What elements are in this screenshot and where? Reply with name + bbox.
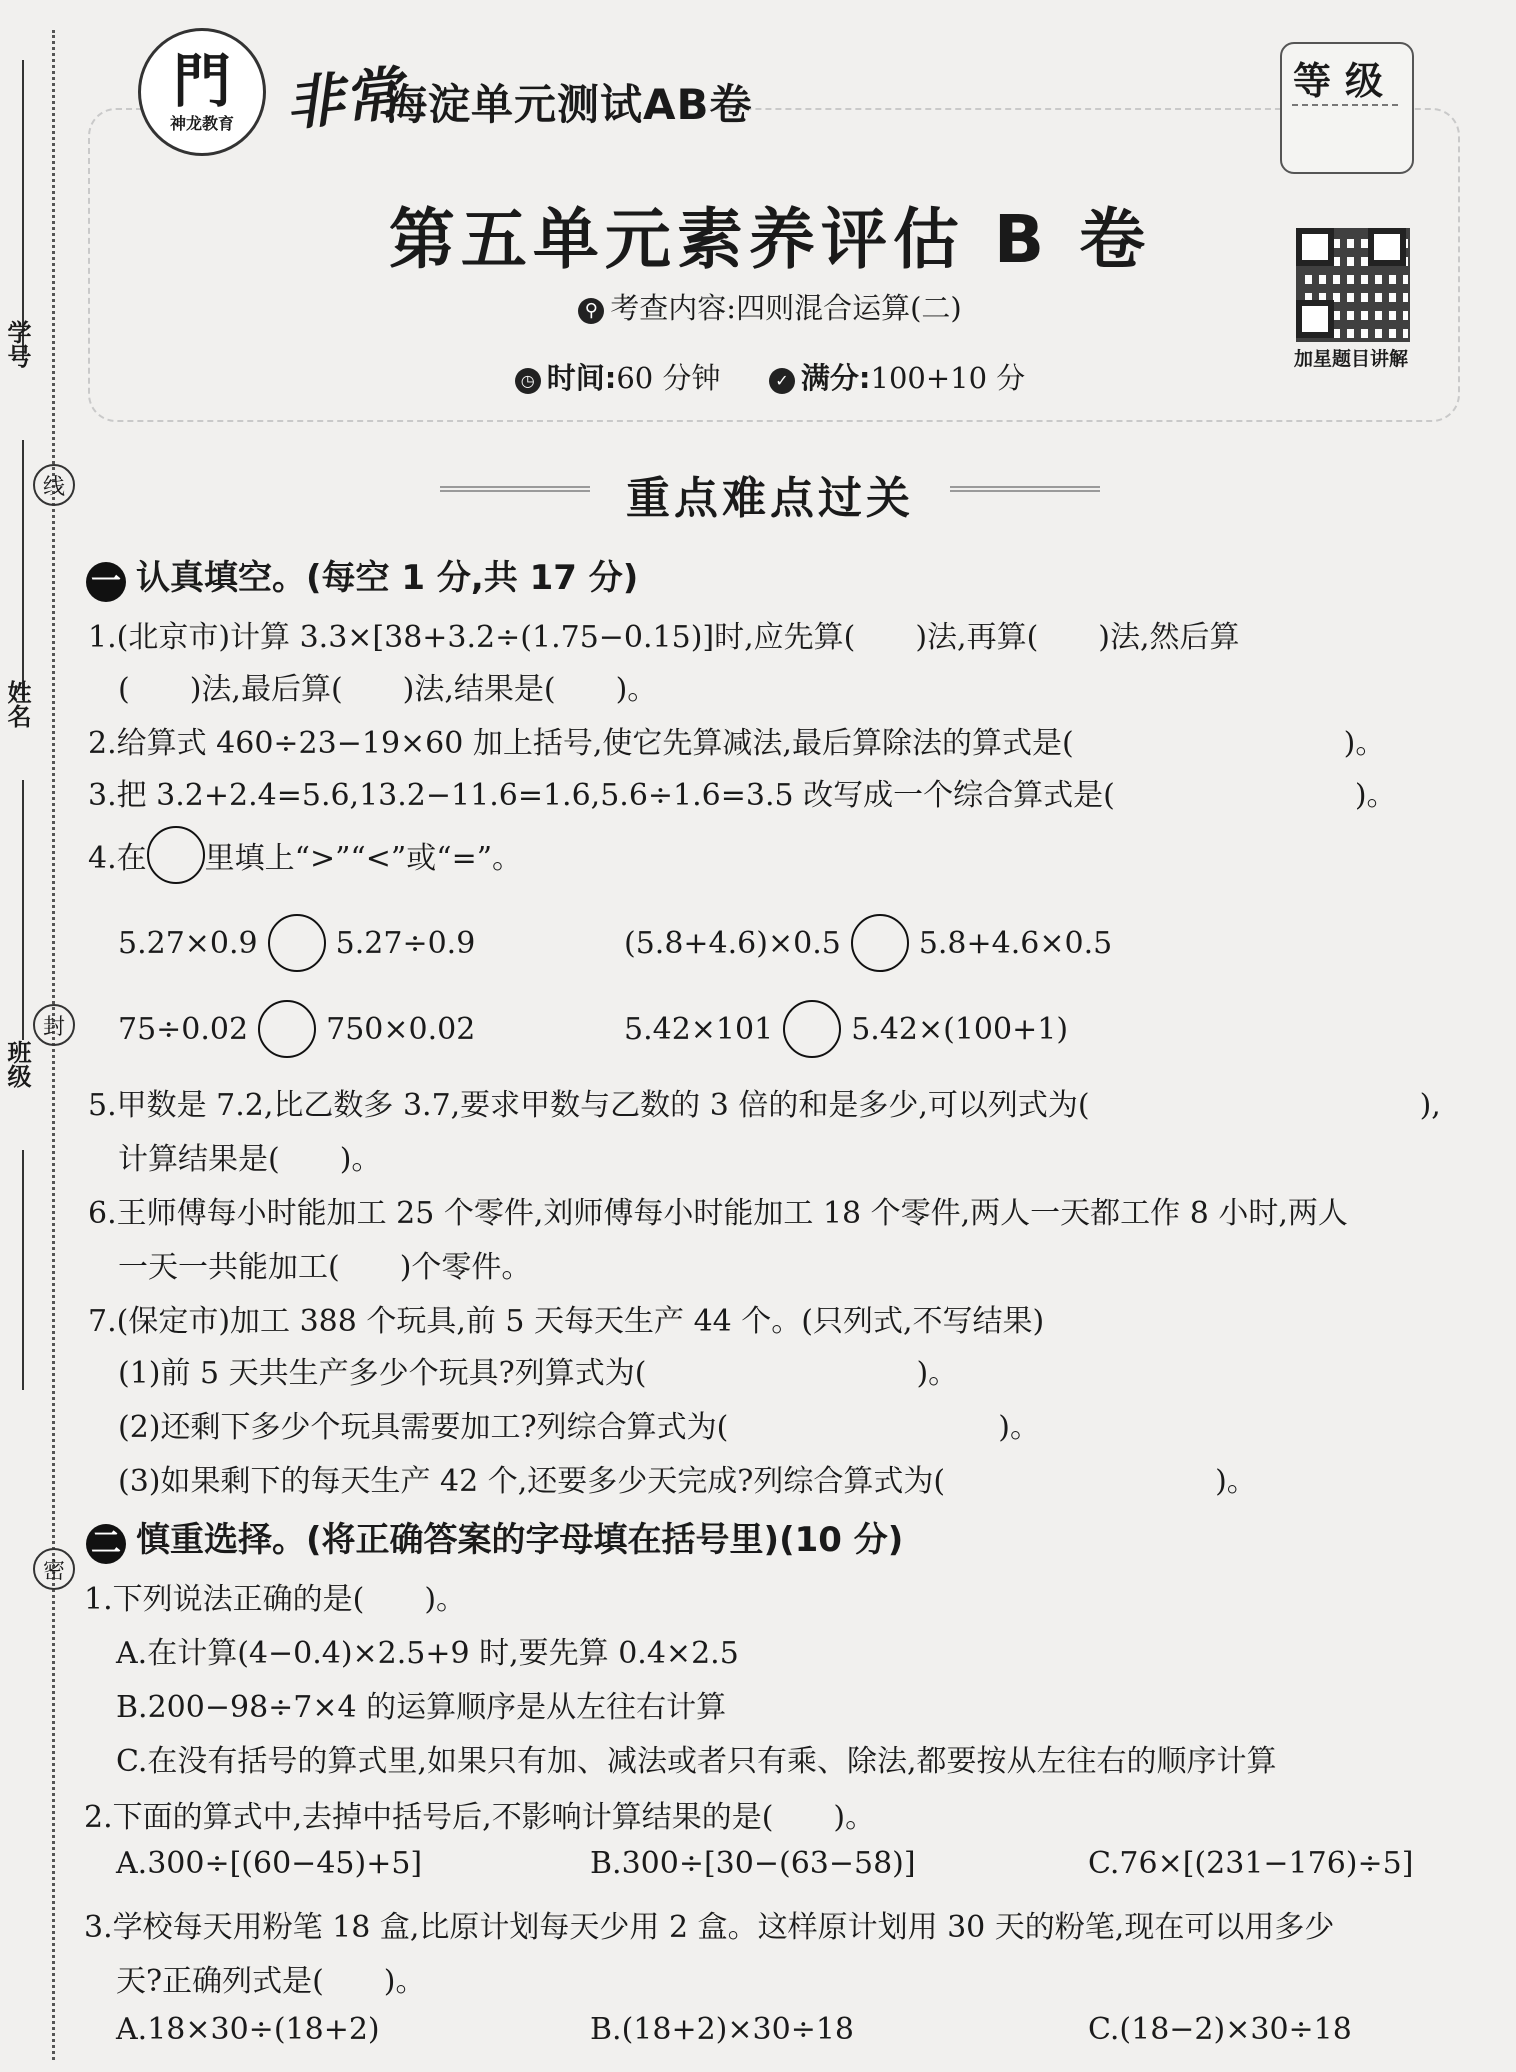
question-6-line-1: 6.王师傅每小时能加工 25 个零件,刘师傅每小时能加工 18 个零件,两人一天都工作 8 小时,两人 <box>88 1196 1348 1231</box>
seal-xian: 线 <box>33 464 75 506</box>
question-4-prefix: 4.在 <box>88 841 147 876</box>
logo-caption: 神龙教育 <box>169 113 234 133</box>
compare-left: (5.8+4.6)×0.5 <box>624 925 841 961</box>
section-title: 认真填空。(每空 1 分,共 17 分) <box>136 558 639 598</box>
option-a[interactable]: A.18×30÷(18+2) <box>116 2012 380 2047</box>
question-1-line-2: ( )法,最后算( )法,结果是( )。 <box>118 672 658 707</box>
compare-right: 5.27÷0.9 <box>335 925 476 961</box>
choice-question-3-line-2: 天?正确列式是( )。 <box>116 1964 426 1999</box>
answer-circle[interactable] <box>851 914 909 972</box>
question-3: 3.把 3.2+2.4=5.6,13.2−11.6=1.6,5.6÷1.6=3.5 改写成一个综合算式是( )。 <box>88 778 1397 813</box>
compare-item <box>624 1000 1068 1058</box>
binding-rule <box>22 440 24 700</box>
question-7-part-1: (1)前 5 天共生产多少个玩具?列算式为( )。 <box>118 1356 959 1391</box>
option-b[interactable]: B.(18+2)×30÷18 <box>590 2012 855 2047</box>
compare-right: 750×0.02 <box>326 1011 476 1047</box>
binding-rule <box>22 60 24 360</box>
option-b[interactable]: B.300÷[30−(63−58)] <box>590 1846 916 1881</box>
question-4 <box>88 826 522 884</box>
logo-glyph: 門 <box>172 46 231 115</box>
search-icon: ⚲ <box>578 298 604 324</box>
question-7-part-3: (3)如果剩下的每天生产 42 个,还要多少天完成?列综合算式为( )。 <box>118 1464 1257 1499</box>
question-2: 2.给算式 460÷23−19×60 加上括号,使它先算减法,最后算除法的算式是( )。 <box>88 726 1386 761</box>
question-5-line-1: 5.甲数是 7.2,比乙数多 3.7,要求甲数与乙数的 3 倍的和是多少,可以列式为( ), <box>88 1088 1441 1123</box>
subject-text: 考查内容:四则混合运算(二) <box>610 291 962 325</box>
qr-caption: 加星题目讲解 <box>1293 348 1408 370</box>
time-value: 60 分钟 <box>616 361 721 395</box>
question-1-line-1: 1.(北京市)计算 3.3×[38+3.2÷(1.75−0.15)]时,应先算( )法,再算( )法,然后算 <box>88 620 1240 655</box>
series-title: 海淀单元测试AB卷 <box>385 80 753 129</box>
check-icon: ✓ <box>769 368 795 394</box>
answer-circle[interactable] <box>268 914 326 972</box>
compare-item <box>118 1000 475 1058</box>
grade-label: 等级 <box>1292 59 1397 103</box>
option-a[interactable]: A.在计算(4−0.4)×2.5+9 时,要先算 0.4×2.5 <box>116 1636 739 1671</box>
name-label: 姓名 <box>3 680 31 728</box>
score-label: 满分: <box>800 361 871 395</box>
question-5-line-2: 计算结果是( )。 <box>118 1142 382 1177</box>
compare-right: 5.42×(100+1) <box>851 1011 1069 1047</box>
class-label: 班级 <box>3 1040 31 1088</box>
answer-circle[interactable] <box>783 1000 841 1058</box>
option-c[interactable]: C.76×[(231−176)÷5] <box>1088 1846 1414 1881</box>
choice-question-2: 2.下面的算式中,去掉中括号后,不影响计算结果的是( )。 <box>84 1800 876 1835</box>
page-title: 第五单元素养评估 B 卷 <box>388 201 1152 278</box>
option-c[interactable]: C.在没有括号的算式里,如果只有加、减法或者只有乘、除法,都要按从左往右的顺序计算 <box>116 1744 1277 1779</box>
option-c[interactable]: C.(18−2)×30÷18 <box>1088 2012 1352 2047</box>
subject-line <box>300 286 1240 327</box>
section-heading-1 <box>86 550 638 602</box>
compare-item <box>624 914 1112 972</box>
qr-finder <box>1368 228 1406 266</box>
qr-finder <box>1296 228 1334 266</box>
seal-mi: 密 <box>33 1548 75 1590</box>
answer-circle[interactable] <box>147 826 205 884</box>
qr-finder <box>1296 300 1334 338</box>
option-a[interactable]: A.300÷[(60−45)+5] <box>116 1846 423 1881</box>
compare-left: 75÷0.02 <box>118 1011 249 1047</box>
question-6-line-2: 一天一共能加工( )个零件。 <box>118 1250 532 1285</box>
question-4-suffix: 里填上“>”“<”或“=”。 <box>204 841 523 876</box>
section-number: 一 <box>86 562 126 602</box>
section-title: 慎重选择。(将正确答案的字母填在括号里)(10 分) <box>136 1520 904 1560</box>
grade-divider <box>1292 104 1398 106</box>
brand-script: 非常 <box>282 59 405 139</box>
option-b[interactable]: B.200−98÷7×4 的运算顺序是从左往右计算 <box>116 1690 727 1725</box>
question-7: 7.(保定市)加工 388 个玩具,前 5 天每天生产 44 个。(只列式,不写结果) <box>88 1304 1045 1339</box>
section-heading-2 <box>86 1512 903 1564</box>
clock-icon: ◷ <box>515 368 541 394</box>
question-7-part-2: (2)还剩下多少个玩具需要加工?列综合算式为( )。 <box>118 1410 1040 1445</box>
compare-item <box>118 914 475 972</box>
score-value: 100+10 分 <box>870 361 1026 395</box>
section-banner: 重点难点过关 <box>626 473 914 524</box>
choice-question-3-line-1: 3.学校每天用粉笔 18 盒,比原计划每天少用 2 盒。这样原计划用 30 天的粉笔,现在可以用多少 <box>84 1910 1335 1945</box>
binding-rule <box>22 780 24 1040</box>
answer-circle[interactable] <box>258 1000 316 1058</box>
exam-info <box>300 356 1240 397</box>
compare-left: 5.42×101 <box>624 1011 774 1047</box>
compare-right: 5.8+4.6×0.5 <box>918 925 1113 961</box>
time-label: 时间: <box>546 361 617 395</box>
binding-rule <box>22 1150 24 1390</box>
student-id-label: 学号 <box>3 320 31 368</box>
section-number: 二 <box>86 1524 126 1564</box>
compare-left: 5.27×0.9 <box>118 925 258 961</box>
choice-question-1: 1.下列说法正确的是( )。 <box>84 1582 467 1617</box>
publisher-logo <box>138 28 266 156</box>
seal-feng: 封 <box>33 1004 75 1046</box>
